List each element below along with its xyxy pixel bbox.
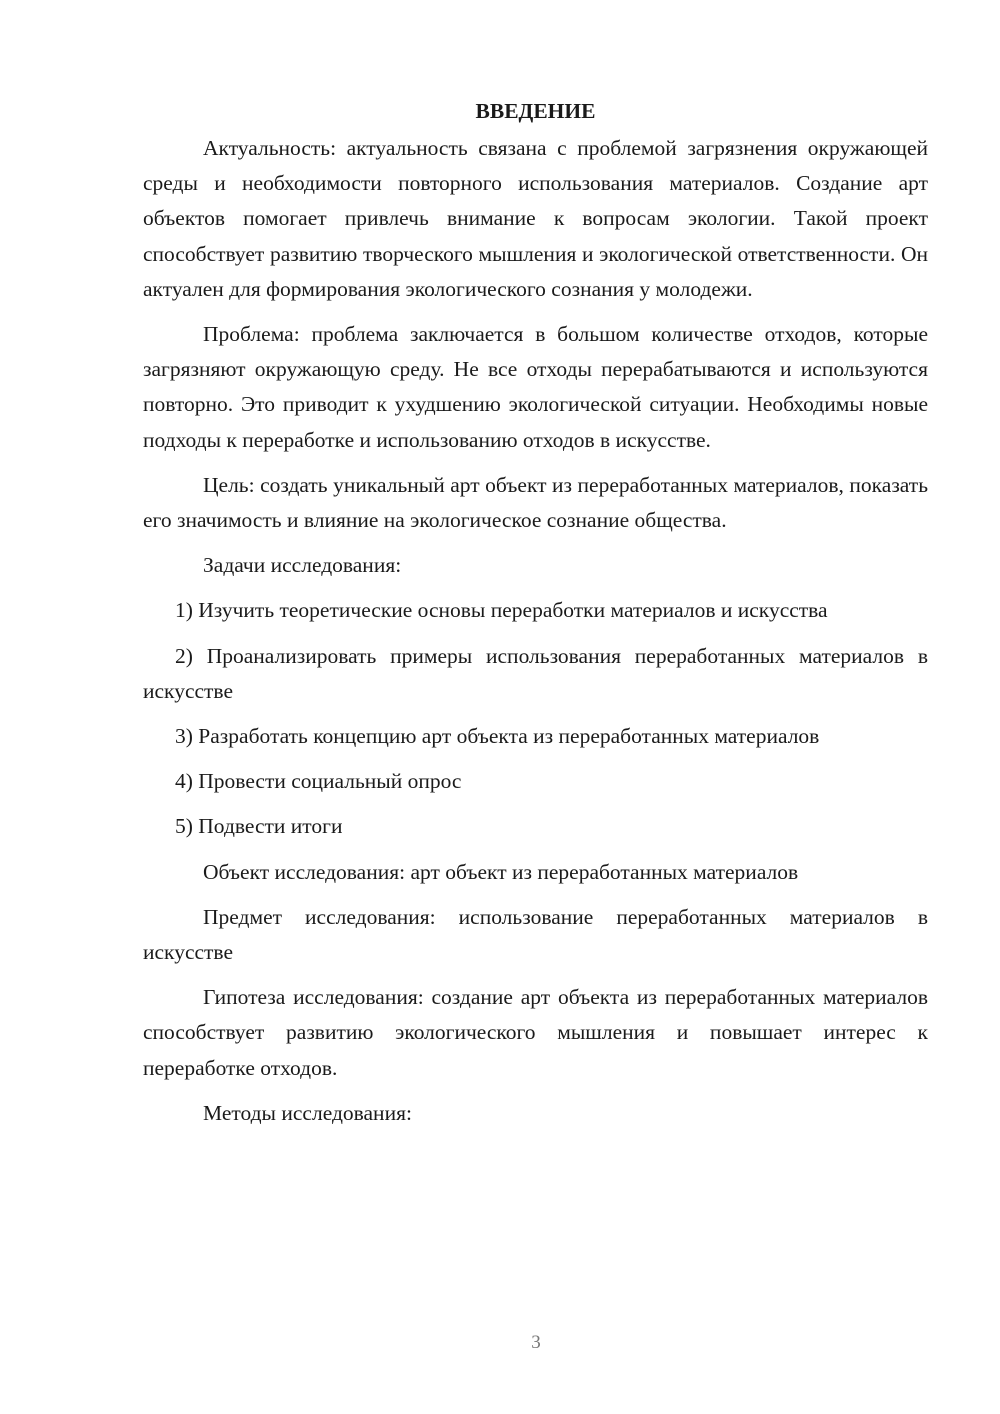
methods-heading: Методы исследования: — [203, 1100, 412, 1125]
subject-paragraph: Предмет исследования: использование переработанных материалов в искусстве — [143, 904, 928, 965]
task-item-5: 5) Подвести итоги — [175, 814, 343, 839]
object-paragraph: Объект исследования: арт объект из переработанных материалов — [203, 859, 799, 884]
relevance-paragraph: Актуальность: актуальность связана с проблемой загрязнения окружающей среды и необходимости повторного использования материалов. Создание арт объектов помогает привлечь внимание к вопросам экологии. Такой проект способствует развитию творческого мышления и экологической ответственности. Он актуален для формирования экологического сознания у молодежи. — [143, 136, 928, 301]
page-title: ВВЕДЕНИЕ — [475, 99, 596, 123]
goal-paragraph: Цель: создать уникальный арт объект из переработанных материалов, показать его значимость и влияние на экологическое сознание общества. — [143, 472, 928, 533]
hypothesis-paragraph: Гипотеза исследования: создание арт объекта из переработанных материалов способствует развитию экологического мышления и повышает интерес к переработке отходов. — [143, 985, 928, 1080]
document-body — [143, 95, 928, 1141]
task-item-1: 1) Изучить теоретические основы переработки материалов и искусства — [175, 598, 828, 623]
task-item-3: 3) Разработать концепцию арт объекта из переработанных материалов — [175, 724, 820, 749]
page-number: 3 — [531, 1332, 541, 1353]
tasks-heading: Задачи исследования: — [203, 553, 402, 578]
task-item-2: 2) Проанализировать примеры использования переработанных материалов в искусстве — [143, 643, 928, 703]
task-item-4: 4) Провести социальный опрос — [175, 769, 462, 794]
problem-paragraph: Проблема: проблема заключается в большом количестве отходов, которые загрязняют окружающую среду. Не все отходы перерабатываются и используются повторно. Это приводит к ухудшению экологической ситуации. Необходимы новые подходы к переработке и использованию отходов в искусстве. — [143, 322, 928, 452]
